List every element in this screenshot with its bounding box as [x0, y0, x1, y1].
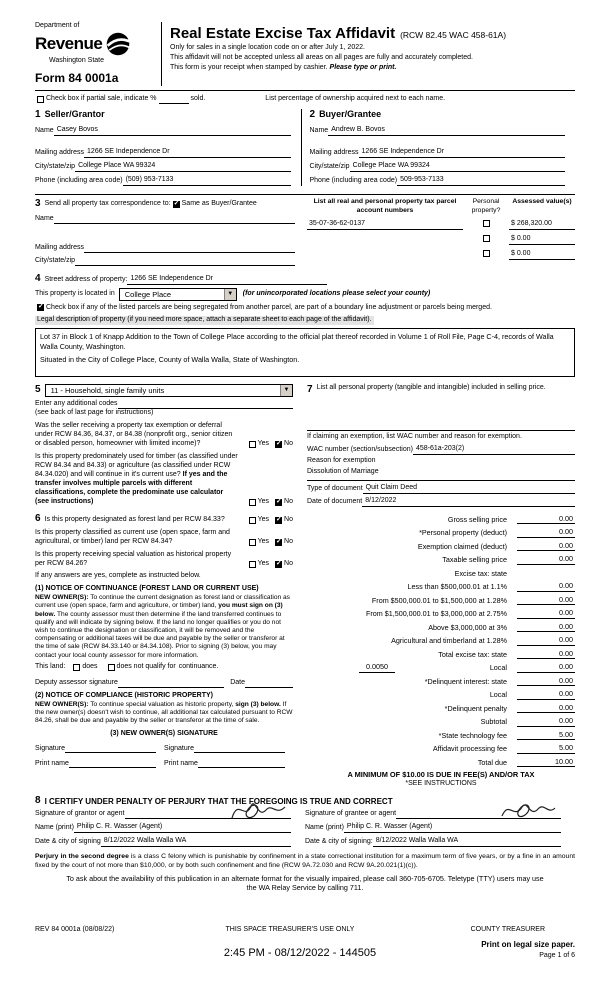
assessed-value-field[interactable]: $ 0.00 — [509, 235, 575, 245]
header-note-1: Only for sales in a single location code on or after July 1, 2022. — [170, 44, 365, 52]
dropdown-arrow-icon[interactable]: ▼ — [280, 385, 292, 396]
section-7-number: 7 — [307, 383, 313, 395]
washington-state-label: Washington State — [49, 56, 104, 64]
grantor-date-city-field[interactable]: 8/12/2022 Walla Walla WA — [101, 837, 291, 847]
seller-grantor-section — [35, 109, 301, 186]
no-label: No — [284, 516, 293, 524]
exemption-deferral-question: Was the seller receiving a property tax exemption or deferral under RCW 84.36, 84.37, or 84.38 (nonprofit org., senior citizen or disabled person, homeowner with limited income)? — [35, 421, 233, 447]
owner-signature-field-2[interactable] — [194, 744, 285, 753]
tax-computation-column — [303, 384, 575, 789]
notice-of-compliance-title: (2) NOTICE OF COMPLIANCE (HISTORIC PROPERTY) — [35, 691, 213, 699]
deputy-assessor-label: Deputy assessor signature — [35, 678, 118, 686]
seller-phone-label: Phone (including area code) — [35, 176, 123, 184]
personal-property-checkbox[interactable] — [483, 235, 490, 242]
street-address-field[interactable]: 1266 SE Independence Dr — [127, 275, 327, 285]
s5q2-yes-checkbox[interactable] — [249, 499, 256, 506]
ownership-percent-note: List percentage of ownership acquired next to each name. — [265, 95, 446, 103]
tax-line-label: From $500,000.01 to $1,500,000 at 1.28% — [371, 595, 507, 605]
historic-property-question: Is this property receiving special valuation as historical property per RCW 84.26? — [35, 551, 232, 568]
tax-line-label: Taxable selling price — [442, 555, 507, 565]
grantee-print-name-field[interactable]: Philip C. R. Wasser (Agent) — [344, 823, 561, 833]
seller-mailing-address-field[interactable]: 1266 SE Independence Dr — [84, 148, 290, 158]
grantor-print-name-field[interactable]: Philip C. R. Wasser (Agent) — [74, 823, 291, 833]
tax-line-value[interactable]: 0.00 — [517, 622, 575, 632]
owner-signature-label: Signature — [35, 744, 65, 752]
s6q3-yes-checkbox[interactable] — [249, 561, 256, 568]
buyer-grantee-section — [301, 109, 576, 186]
tax-line-label: *State technology fee — [438, 730, 507, 740]
grantor-print-name-label: Name (print) — [35, 824, 74, 832]
s6q3-no-checkbox[interactable] — [275, 561, 282, 568]
section-3-number: 3 — [35, 197, 41, 209]
dropdown-arrow-icon[interactable]: ▼ — [224, 289, 236, 300]
s3-name-label: Name — [35, 214, 54, 222]
owner-print-name-field-2[interactable] — [198, 759, 285, 768]
additional-codes-label: Enter any additional codes — [35, 400, 118, 408]
unincorporated-note: (for unincorporated locations please select your county) — [242, 290, 431, 298]
grantor-signature-field[interactable] — [125, 810, 291, 819]
legal-description-line-1: Lot 37 in Block 1 of Knapp Addition to the Town of College Place according to the official plat thereof recorded in Volume 1 of Roll File, Page C-4, records of Walla Walla County, Washington. — [40, 332, 554, 351]
notice-of-compliance-body: NEW OWNER(S): To continue special valuation as historic property, sign (3) below. If the new owner(s) doesn't wish to continue, all additional tax calculated pursuant to RCW 84.26, shall be due and payable by the seller or transferor at the time of sale. — [35, 700, 293, 725]
new-owners-signature-title: (3) NEW OWNER(S) SIGNATURE — [110, 729, 218, 737]
yes-label: Yes — [257, 439, 270, 447]
personal-property-list-label: List all personal property (tangible and intangible) included in selling price. — [316, 383, 546, 391]
tax-line-label: *Personal property (deduct) — [419, 528, 507, 538]
segregated-checkbox[interactable] — [37, 304, 44, 311]
s3-csz-label: City/state/zip — [35, 256, 76, 264]
property-location-section — [35, 273, 575, 377]
grantor-signature-block — [35, 810, 305, 847]
date-of-document-label: Date of document — [307, 497, 363, 505]
legal-size-note: Print on legal size paper. — [481, 940, 575, 949]
owner-signature-label: Signature — [164, 744, 194, 752]
use-classification-column — [35, 384, 303, 789]
forest-land-question: Is this property designated as forest land per RCW 84.33? — [44, 515, 225, 523]
partial-sold-label: sold. — [190, 95, 206, 103]
tax-line-value[interactable]: 5.00 — [517, 730, 575, 740]
deputy-date-field[interactable] — [245, 679, 293, 688]
seller-name-label: Name — [35, 127, 54, 135]
parcel-row — [307, 235, 575, 245]
dor-logo — [35, 22, 153, 86]
parcel-table — [307, 198, 575, 266]
no-label: No — [284, 439, 293, 447]
legal-description-box[interactable] — [35, 328, 575, 377]
tax-line-label: Affidavit processing fee — [432, 744, 507, 754]
page-title: Real Estate Excise Tax Affidavit — [170, 25, 396, 42]
tax-line-value[interactable]: 0.00 — [517, 608, 575, 618]
tax-line-label: *Delinquent interest: state — [424, 676, 507, 686]
grantor-signature-label: Signature of grantor or agent — [35, 810, 125, 818]
grantee-signature-field[interactable] — [396, 810, 561, 819]
reason-for-exemption-label: Reason for exemption — [307, 456, 376, 464]
exemption-note: If claiming an exemption, list WAC number and reason for exemption. — [307, 430, 575, 442]
deputy-assessor-signature-field[interactable] — [118, 679, 224, 688]
grantee-date-city-field[interactable]: 8/12/2022 Walla Walla WA — [373, 837, 561, 847]
buyer-city-state-zip-field[interactable]: College Place WA 99324 — [350, 162, 565, 172]
buyer-name-label: Name — [309, 127, 329, 135]
s5q1-yes-checkbox[interactable] — [249, 441, 256, 448]
certification-section — [35, 795, 575, 847]
header-divider — [161, 22, 162, 86]
grantee-signature-block — [305, 810, 575, 847]
tax-line-value[interactable]: 0.00 — [517, 703, 575, 713]
owner-print-name-label: Print name — [35, 759, 69, 767]
partial-sale-checkbox[interactable] — [37, 96, 44, 103]
send-correspondence-label: Send all property tax correspondence to: — [44, 199, 171, 207]
total-due-label: Total due — [477, 757, 507, 767]
section-8-number: 8 — [35, 795, 41, 807]
section-2-number: 2 — [309, 109, 316, 121]
revenue-wordmark: Revenue — [35, 34, 103, 54]
section-6-number: 6 — [35, 512, 41, 524]
parcel-number-field[interactable]: 35-07-36-62-0137 — [307, 220, 463, 230]
owner-print-name-field-1[interactable] — [69, 759, 156, 768]
location-dropdown-value: College Place — [124, 290, 172, 300]
seller-csz-label: City/state/zip — [35, 162, 76, 170]
seller-city-state-zip-field[interactable]: College Place WA 99324 — [75, 162, 290, 172]
local-rate-field[interactable]: 0.0050 — [359, 662, 395, 672]
legal-description-label: Legal description of property (if you need more space, attach a separate sheet to each page of the affidavit). — [37, 316, 372, 324]
street-address-label: Street address of property: — [44, 276, 128, 284]
assessed-value-col-header: Assessed value(s) — [512, 197, 572, 205]
partial-sale-label: Check box if partial sale, indicate % — [46, 95, 157, 103]
does-not-qualify-checkbox[interactable] — [108, 664, 115, 671]
same-as-buyer-label: Same as Buyer/Grantee — [181, 199, 257, 207]
this-land-label: This land: — [35, 662, 66, 670]
type-or-print-note: Please type or print. — [329, 64, 397, 72]
s6q1-yes-checkbox[interactable] — [249, 517, 256, 524]
s6q2-yes-checkbox[interactable] — [249, 539, 256, 546]
tax-line-value[interactable]: 0.00 — [517, 689, 575, 699]
additional-codes-field[interactable] — [118, 400, 294, 409]
answers-yes-note: If any answers are yes, complete as instructed below. — [35, 572, 201, 580]
total-due-value[interactable]: 10.00 — [517, 757, 575, 767]
see-instructions-note: *SEE INSTRUCTIONS — [405, 780, 477, 788]
no-label: No — [284, 538, 293, 546]
tax-line-value[interactable]: 0.00 — [517, 514, 575, 524]
buyer-heading: Buyer/Grantee — [319, 109, 382, 120]
tax-line-value[interactable]: 0.00 — [517, 676, 575, 686]
section-5-number: 5 — [35, 384, 41, 396]
no-label: No — [284, 497, 293, 505]
date-of-document-field[interactable]: 8/12/2022 — [362, 497, 575, 507]
dept-of-label: Department of — [35, 22, 80, 29]
county-treasurer-label: COUNTY TREASURER — [470, 926, 545, 933]
land-use-code-dropdown[interactable] — [45, 384, 293, 397]
tax-line-label: Less than $500,000.01 at 1.1% — [407, 582, 507, 592]
minimum-due-note: A MINIMUM OF $10.00 IS DUE IN FEE(S) AND/OR TAX — [347, 770, 535, 779]
section-4-number: 4 — [35, 272, 41, 284]
owner-print-name-label: Print name — [164, 759, 198, 767]
treasurer-space-label: THIS SPACE TREASURER'S USE ONLY — [225, 926, 355, 933]
location-dropdown[interactable] — [119, 288, 237, 301]
header-note-2: This affidavit will not be accepted unless all areas on all pages are fully and accurately completed. — [170, 54, 473, 62]
tax-line-label: Local — [489, 690, 507, 700]
tax-line-label: Local — [489, 663, 507, 673]
buyer-phone-label: Phone (including area code) — [309, 176, 398, 184]
seller-phone-field[interactable]: (509) 953-7133 — [123, 176, 291, 186]
form-number: Form 84 0001a — [35, 70, 119, 85]
rev-form-code: REV 84 0001a (08/08/22) — [35, 926, 115, 933]
grantor-date-city-label: Date & city of signing — [35, 838, 101, 846]
buyer-csz-label: City/state/zip — [309, 162, 350, 170]
land-use-code-value: 11 - Household, single family units — [50, 385, 165, 395]
continuance-label: continuance. — [178, 662, 219, 670]
treasurer-strip — [35, 926, 575, 935]
tax-line-value[interactable]: 0.00 — [517, 595, 575, 605]
current-use-question: Is this property classified as current use (open space, farm and agricultural, or timber) land per RCW 84.34? — [35, 529, 230, 546]
located-in-label: This property is located in — [35, 290, 115, 298]
s3-mailing-address-field[interactable] — [84, 244, 295, 253]
tax-line-label: Exemption claimed (deduct) — [417, 541, 507, 551]
type-of-document-field[interactable]: Quit Claim Deed — [363, 484, 575, 494]
tax-line-label: From $1,500,000.01 to $3,000,000 at 2.75% — [365, 609, 507, 619]
tax-lines — [307, 511, 575, 768]
partial-percent-field[interactable] — [159, 96, 189, 104]
deputy-date-label: Date — [230, 678, 245, 686]
type-of-document-label: Type of document — [307, 484, 363, 492]
tax-line-label: *Delinquent penalty — [444, 703, 507, 713]
assessed-value-field[interactable]: $ 0.00 — [509, 250, 575, 260]
wac-number-label: WAC number (section/subsection) — [307, 445, 413, 453]
predominate-use-note: If yes and the transfer involves multiple parcels with different classifications, complete the predominate use calculator (see instructions) — [35, 470, 228, 505]
seller-heading: Seller/Grantor — [44, 109, 105, 120]
yes-label: Yes — [257, 516, 270, 524]
buyer-phone-field[interactable]: 509-953-7133 — [397, 176, 565, 186]
buyer-name-field[interactable]: Andrew B. Bovos — [328, 126, 565, 136]
tax-line-label: Total excise tax: state — [438, 649, 507, 659]
personal-property-list-field[interactable] — [307, 397, 575, 427]
dor-swirl-logo-icon — [105, 31, 131, 57]
header-note-3: This form is your receipt when stamped by cashier. — [170, 64, 328, 72]
timber-agriculture-question: Is this property predominately used for timber (as classified under RCW 84.34 and 84.33) or agriculture (as classified under RCW 84.34.020) and will continue in it's current use? — [35, 452, 238, 478]
see-back-note: (see back of last page for instructions) — [35, 408, 154, 416]
personal-property-checkbox[interactable] — [483, 250, 490, 257]
notice-of-continuance-title: (1) NOTICE OF CONTINUANCE (FOREST LAND OR CURRENT USE) — [35, 585, 259, 593]
yes-label: Yes — [257, 497, 270, 505]
same-as-buyer-checkbox[interactable] — [173, 201, 180, 208]
wac-number-field[interactable]: 458-61a-203(2) — [413, 445, 575, 455]
alternate-format-note: To ask about the availability of this publication in an alternate format for the visually impaired, please call 360-705-6705. Teletype (TTY) users may use the WA Relay Service by calling 711. — [66, 873, 544, 892]
parcel-row — [307, 250, 575, 260]
tax-line-value[interactable]: 5.00 — [517, 743, 575, 753]
tax-line-value[interactable]: 0.00 — [517, 541, 575, 551]
does-qualify-checkbox[interactable] — [73, 664, 80, 671]
seller-mail-label: Mailing address — [35, 148, 85, 156]
tax-correspondence-section — [35, 194, 575, 266]
grantee-signature-label: Signature of grantee or agent — [305, 810, 397, 818]
section-1-number: 1 — [35, 109, 41, 121]
print-timestamp: 2:45 PM - 08/12/2022 - 144505 — [223, 947, 377, 959]
yes-label: Yes — [257, 560, 270, 568]
grantee-date-city-label: Date & city of signing: — [305, 838, 373, 846]
seller-name-field[interactable]: Casey Bovos — [54, 126, 291, 136]
form-header — [35, 22, 575, 91]
does-label: does — [82, 662, 98, 670]
tax-line-label: Gross selling price — [447, 514, 507, 524]
s6q2-no-checkbox[interactable] — [275, 539, 282, 546]
tax-line-label: Subtotal — [480, 717, 507, 727]
segregated-text: Check box if any of the listed parcels are being segregated from another parcel, are part of a boundary line adjustment or parcels being merged. — [46, 304, 492, 312]
parcel-row — [307, 220, 575, 230]
legal-description-line-2: Situated in the City of College Place, County of Walla Walla, State of Washington. — [40, 354, 300, 364]
owner-signature-field-1[interactable] — [65, 744, 156, 753]
tax-line-value[interactable]: 0.00 — [517, 635, 575, 645]
tax-line-value[interactable]: 0.00 — [517, 554, 575, 564]
tax-line-label: Agricultural and timberland at 1.28% — [391, 636, 507, 646]
s3-name-field[interactable] — [54, 215, 295, 224]
grantee-print-name-label: Name (print) — [305, 824, 344, 832]
tax-line-label: Above $3,000,000 at 3% — [428, 622, 507, 632]
s3-mail-label: Mailing address — [35, 243, 85, 251]
buyer-mailing-address-field[interactable]: 1266 SE Independence Dr — [359, 148, 565, 158]
s5q1-no-checkbox[interactable] — [275, 441, 282, 448]
tax-line-value[interactable]: 0.00 — [517, 649, 575, 659]
yes-label: Yes — [257, 538, 270, 546]
parcel-col-header: List all real and personal property tax parcel account numbers — [313, 197, 457, 214]
certify-statement: I CERTIFY UNDER PENALTY OF PERJURY THAT THE FOREGOING IS TRUE AND CORRECT — [44, 796, 393, 806]
personal-property-col-header: Personal property? — [471, 197, 501, 214]
s6q1-no-checkbox[interactable] — [275, 517, 282, 524]
excise-tax-state-label: Excise tax: state — [454, 568, 507, 578]
tax-line-value[interactable]: 0.00 — [517, 662, 575, 672]
tax-line-value[interactable]: 0.00 — [517, 527, 575, 537]
personal-property-checkbox[interactable] — [483, 220, 490, 227]
no-label: No — [284, 560, 293, 568]
tax-line-value[interactable]: 0.00 — [517, 581, 575, 591]
assessed-value-field[interactable]: $ 268,320.00 — [509, 220, 575, 230]
s5q2-no-checkbox[interactable] — [275, 499, 282, 506]
s3-city-state-zip-field[interactable] — [75, 257, 295, 266]
page-number: Page 1 of 6 — [539, 952, 575, 959]
rcw-reference: (RCW 82.45 WAC 458-61A) — [400, 30, 507, 40]
does-not-label: does not qualify for — [116, 662, 176, 670]
buyer-mail-label: Mailing address — [309, 148, 359, 156]
reason-for-exemption-value[interactable]: Dissolution of Marriage — [307, 467, 379, 475]
notice-of-continuance-body: NEW OWNER(S): To continue the current designation as forest land or classification as current use (open space, farm and agriculture, or timber) land, you must sign on (3) below. The county assessor must then determine if the land transferred continues to qualify and will indicate by signing below. If the land no longer qualifies or you do not wish to continue the designation or classification, it will be removed and the compensating or additional taxes will be due and payable by the seller or transferor at the time of sale (RCW 84.33.140 or 84.34.108). Prior to signing (3) below, you may contact your local county assessor for more information. — [35, 594, 290, 659]
perjury-statement: Perjury in the second degree is a class C felony which is punishable by confinement in a state correctional institution for a maximum term of five years, or by a fine in an amount fixed by the court of not more than $10,000, or by both such confinement and fine (RCW 9A.72.030 and RCW 9A.20.021(1)(c)). — [35, 853, 575, 869]
tax-line-value[interactable]: 0.00 — [517, 716, 575, 726]
